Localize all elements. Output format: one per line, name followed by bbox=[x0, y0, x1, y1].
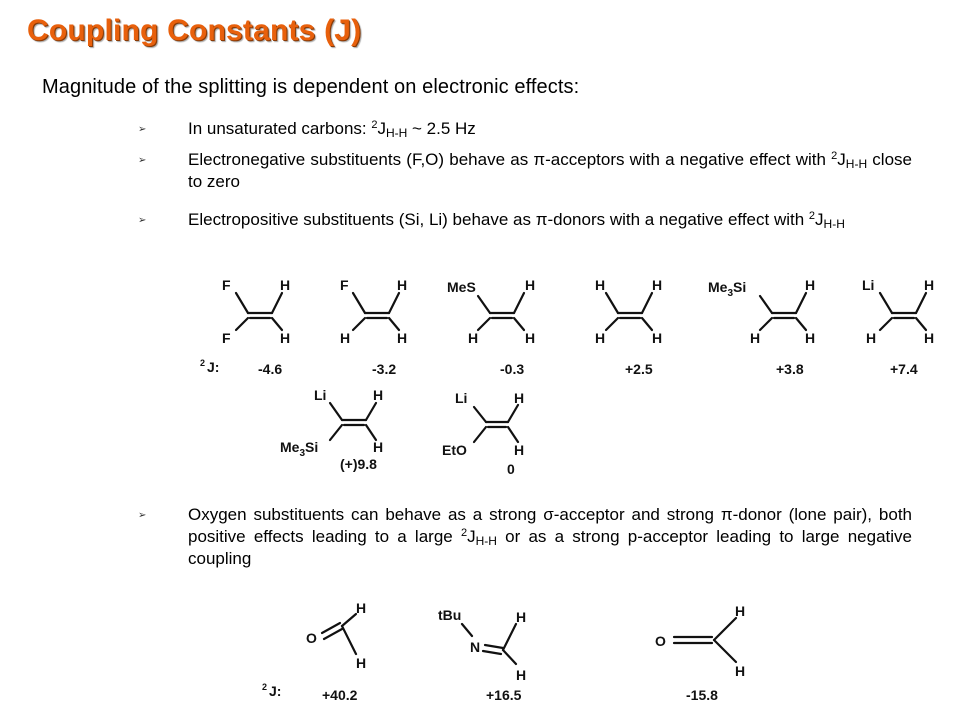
svg-text:H: H bbox=[373, 439, 384, 455]
arrowhead-bullet-icon: ➢ bbox=[138, 124, 147, 135]
molecule-imine bbox=[438, 607, 526, 703]
svg-text:-4.6: -4.6 bbox=[258, 361, 283, 377]
svg-text:N: N bbox=[470, 639, 481, 655]
arrowhead-bullet-icon: ➢ bbox=[138, 510, 147, 521]
svg-text:H: H bbox=[468, 330, 479, 346]
svg-text:Me3Si: $Me_3Si$ bbox=[708, 279, 747, 299]
molecule-formaldehyde bbox=[306, 600, 366, 703]
j-label-fig1 bbox=[200, 358, 219, 375]
svg-text:H: H bbox=[280, 330, 291, 346]
svg-text:H: H bbox=[924, 330, 935, 346]
svg-text:J:: J: bbox=[269, 683, 282, 699]
svg-text:H: H bbox=[525, 330, 536, 346]
svg-text:2: 2 bbox=[262, 682, 268, 692]
svg-text:H: H bbox=[514, 390, 525, 406]
svg-text:H: H bbox=[805, 330, 816, 346]
svg-text:O: O bbox=[655, 633, 666, 649]
svg-text:MeS: MeS bbox=[447, 279, 476, 295]
svg-text:H: H bbox=[514, 442, 525, 458]
svg-text:H: H bbox=[525, 277, 536, 293]
svg-text:H: H bbox=[866, 330, 877, 346]
svg-text:H: H bbox=[735, 663, 746, 679]
svg-text:F: F bbox=[340, 277, 349, 293]
svg-text:H: H bbox=[356, 600, 367, 616]
svg-text:H: H bbox=[356, 655, 367, 671]
svg-text:H: H bbox=[924, 277, 935, 293]
molecule-carbonyl-ylide bbox=[655, 603, 745, 703]
svg-text:H: H bbox=[397, 277, 408, 293]
svg-text:Li: Li bbox=[314, 387, 327, 403]
svg-text:2: 2 bbox=[200, 358, 206, 368]
svg-text:H: H bbox=[340, 330, 351, 346]
svg-text:H: H bbox=[595, 330, 606, 346]
svg-text:H: H bbox=[397, 330, 408, 346]
molecule-fluoroethene bbox=[340, 277, 407, 377]
svg-text:+7.4: +7.4 bbox=[890, 361, 918, 377]
svg-text:Li: Li bbox=[862, 277, 875, 293]
svg-text:EtO: EtO bbox=[442, 442, 467, 458]
molecule-lithioethene bbox=[862, 277, 934, 377]
svg-text:H: H bbox=[805, 277, 816, 293]
svg-text:0: 0 bbox=[507, 461, 515, 477]
intro-text: Magnitude of the splitting is dependent on electronic effects: bbox=[42, 76, 580, 98]
svg-text:O: O bbox=[306, 630, 317, 646]
molecule-lithio-ethoxy-ethene bbox=[442, 390, 524, 477]
svg-text:F: F bbox=[222, 330, 231, 346]
svg-text:+2.5: +2.5 bbox=[625, 361, 653, 377]
svg-text:H: H bbox=[652, 277, 663, 293]
svg-text:+40.2: +40.2 bbox=[322, 687, 358, 703]
molecule-ethene bbox=[595, 277, 662, 377]
molecule-methylthioethene bbox=[447, 277, 535, 377]
molecule-difluoroethene bbox=[222, 277, 290, 377]
svg-text:H: H bbox=[750, 330, 761, 346]
svg-text:H: H bbox=[735, 603, 746, 619]
page-title: Coupling Constants (J) bbox=[27, 14, 362, 47]
arrowhead-bullet-icon: ➢ bbox=[138, 215, 147, 226]
svg-text:tBu: tBu bbox=[438, 607, 462, 623]
svg-text:-0.3: -0.3 bbox=[500, 361, 525, 377]
svg-text:+16.5: +16.5 bbox=[486, 687, 522, 703]
svg-text:H: H bbox=[652, 330, 663, 346]
svg-text:Me3Si: $Me_3Si$ bbox=[280, 439, 319, 459]
svg-text:H: H bbox=[373, 387, 384, 403]
svg-text:-15.8: -15.8 bbox=[686, 687, 718, 703]
svg-text:F: F bbox=[222, 277, 231, 293]
molecule-lithio-silyl-ethene bbox=[280, 387, 383, 472]
svg-text:H: H bbox=[516, 609, 527, 625]
svg-text:H: H bbox=[516, 667, 527, 683]
svg-text:Li: Li bbox=[455, 390, 468, 406]
svg-text:J:: J: bbox=[207, 359, 220, 375]
svg-text:+3.8: +3.8 bbox=[776, 361, 804, 377]
svg-text:H: H bbox=[595, 277, 606, 293]
svg-text:H: H bbox=[280, 277, 291, 293]
svg-text:-3.2: -3.2 bbox=[372, 361, 397, 377]
svg-text:(+)9.8: (+)9.8 bbox=[340, 456, 377, 472]
arrowhead-bullet-icon: ➢ bbox=[138, 155, 147, 166]
j-label-fig2 bbox=[262, 682, 281, 699]
molecule-trimethylsilylethene bbox=[708, 277, 815, 377]
